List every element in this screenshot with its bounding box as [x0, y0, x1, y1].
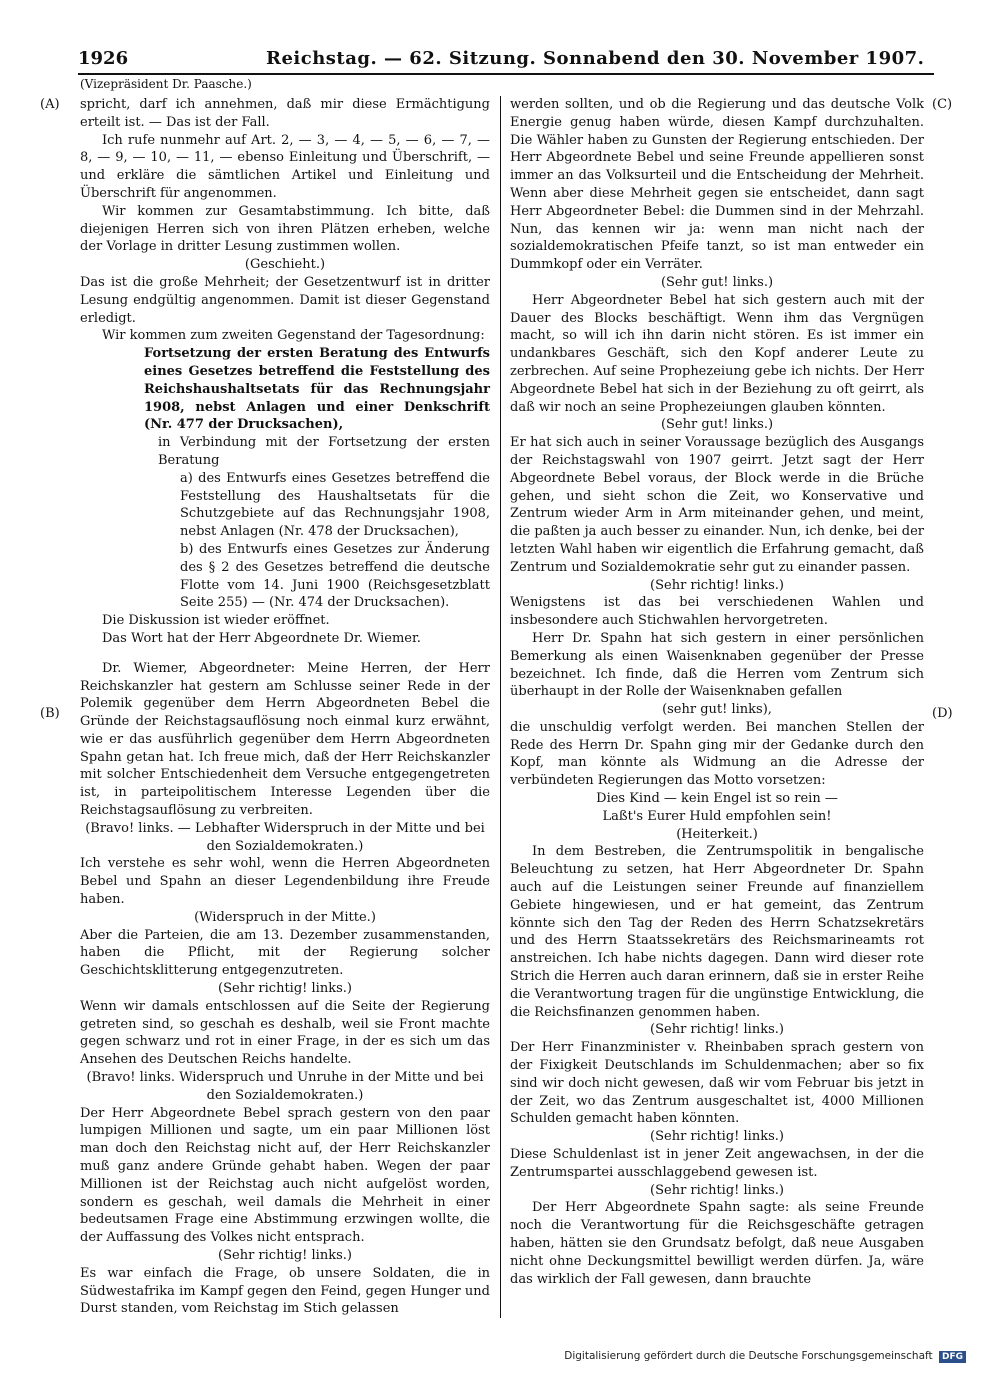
right-column-paragraph: (Sehr richtig! links.)	[650, 1129, 784, 1145]
left-column-paragraph: Ich verstehe es sehr wohl, wenn die Herren Abgeordneten Bebel und Spahn an dieser Legendenbildung ihre Freude haben.	[80, 856, 490, 908]
right-column-paragraph: Wenigstens ist das bei verschiedenen Wahlen und insbesondere auch Stichwahlen hervorgetreten.	[510, 595, 924, 629]
left-column-paragraph: Wenn wir damals entschlossen auf die Seite der Regierung getreten sind, so geschah es deshalb, weil sie Front machte gegen schwarz und rot in einer Frage, in der es sich um das Ansehen des Deutschen Reichs handelte.	[80, 998, 490, 1068]
page-header	[78, 48, 932, 72]
left-column-paragraph: Das Wort hat der Herr Abgeordnete Dr. Wiemer.	[102, 630, 421, 646]
left-column-paragraph: Es war einfach die Frage, ob unsere Soldaten, die in Südwestafrika im Kampf gegen den Feind, gegen Hunger und Durst standen, vom Reichstag im Stich gelassen	[80, 1265, 490, 1317]
header-rule	[78, 73, 934, 75]
page-number: 1926	[78, 48, 129, 69]
left-column-paragraph: Wir kommen zum zweiten Gegenstand der Tagesordnung:	[102, 328, 485, 344]
left-column-paragraph: (Bravo! links. Widerspruch und Unruhe in der Mitte und bei den Sozialdemokraten.)	[86, 1070, 484, 1103]
column-divider	[500, 96, 501, 1318]
right-column-paragraph: die unschuldig verfolgt werden. Bei manchen Stellen der Rede des Herrn Dr. Spahn ging mir der Gedanke durch den Kopf, man könnte als Widmung an die Adresse der verbündeten Regierungen das Motto vorsetzen:	[510, 719, 924, 789]
right-column-paragraph: Laßt's Eurer Huld empfohlen sein!	[602, 808, 832, 824]
dfg-logo: DFG	[939, 1351, 966, 1363]
right-column-paragraph: Er hat sich auch in seiner Voraussage bezüglich des Ausgangs der Reichstagswahl von 1907 geirrt. Jetzt sagt der Herr Abgeordnete Bebel voraus, der Block werde in die Brüche gehen, und sieht schon die Zeit, wo Konservative und Zentrum wieder Arm in Arm miteinander gehen, und meint, die paßten ja auch besser zu einander. Nun, ich denke, bei der letzten Wahl haben wir eigentlich die Erfahrung gemacht, daß Zentrum und Sozialdemokratie sehr gut zu einander passen.	[510, 435, 924, 575]
left-column-paragraph: (Sehr richtig! links.)	[218, 1248, 352, 1263]
right-column-paragraph: (Sehr gut! links.)	[660, 417, 774, 433]
right-column-paragraph: werden sollten, und ob die Regierung und das deutsche Volk Energie genug haben würde, diesen Kampf durchzuhalten. Die Wähler haben zu Gunsten der Regierung entschieden. Der Herr Abgeordnete Bebel und seine Freunde appellieren sonst immer an das Volksurteil und die Entscheidung der Mehrheit. Wenn aber diese Mehrheit gegen sie entscheidet, dann sagt Herr Abgeordneter Bebel: die Dummen sind in der Mehrzahl. Nun, das kennen wir ja: wenn man nicht nach der sozialdemokratischen Pfeife tanzt, so ist man entweder ein Dummkopf oder ein Verräter.	[510, 97, 924, 273]
right-column-paragraph: (Sehr richtig! links.)	[650, 1182, 784, 1198]
footer-credit	[564, 1350, 966, 1363]
margin-marker-a: (A)	[40, 97, 60, 112]
right-column-paragraph: (Sehr richtig! links.)	[650, 1022, 784, 1038]
margin-marker-c: (C)	[932, 97, 953, 112]
left-column-paragraph: Der Herr Abgeordnete Bebel sprach gestern von den paar lumpigen Millionen und sagte, um ein paar Millionen löst man doch den Reichstag nicht auf, der Herr Reichskanzler muß ganz andere Gründe gehabt haben. Wegen der paar Millionen ist der Reichstag auch nicht aufgelöst worden, sondern es geschah, weil damals die Mehrheit in einer bedeutsamen Frage eine Abstimmung erzwingen wollte, die der Auffassung des Volkes nicht entsprach.	[80, 1105, 490, 1246]
right-column-paragraph: (Heiterkeit.)	[676, 826, 758, 842]
left-column-paragraph: Fortsetzung der ersten Beratung des Entwurfs eines Gesetzes betreffend die Feststellung des Reichshaushaltsetats für das Rechnungsjahr 1908, nebst Anlagen und einer Denkschrift (Nr. 477 der Drucksachen),	[144, 346, 490, 433]
right-column-paragraph: Herr Dr. Spahn hat sich gestern in einer persönlichen Bemerkung als einen Waisenknaben gegenüber der Presse bezeichnet. Ich finde, daß die Herren vom Zentrum sich überhaupt in der Rolle der Waisenknaben gefallen	[510, 630, 924, 700]
left-column-paragraph: Wir kommen zur Gesamtabstimmung. Ich bitte, daß diejenigen Herren sich von ihren Plätzen erheben, welche der Vorlage in dritter Lesung zustimmen wollen.	[80, 203, 490, 255]
left-column-paragraph: b) des Entwurfs eines Gesetzes zur Änderung des § 2 des Gesetzes betreffend die deutsche Flotte vom 14. Juni 1900 (Reichsgesetzblatt Seite 255) — (Nr. 474 der Drucksachen).	[180, 541, 490, 611]
left-column	[80, 96, 490, 1318]
left-column-paragraph: (Geschieht.)	[244, 257, 326, 273]
right-column-paragraph: Diese Schuldenlast ist in jener Zeit angewachsen, in der die Zentrumspartei ausschlaggebend gewesen ist.	[510, 1147, 924, 1180]
speaker-note: (Vizepräsident Dr. Paasche.)	[80, 77, 252, 91]
right-column-paragraph: In dem Bestreben, die Zentrumspolitik in bengalische Beleuchtung zu setzen, hat Herr Abgeordneter Dr. Spahn auch auf die Leistungen seiner Freunde auf finanziellem Gebiete hingewiesen, und er hat gemeint, das Zentrum könnte sich den Tag der Reden des Herrn Schatzsekretärs und des Herrn Staatssekretärs des Reichsmarineamts rot anstreichen. Ich habe nichts dagegen. Dann wird dieser rote Strich die Herren auch daran erinnern, daß sie in erster Reihe die Verantwortung tragen für die ungünstige Entwicklung, die die Reichsfinanzen genommen haben.	[510, 844, 924, 1020]
right-column-paragraph: (Sehr richtig! links.)	[650, 577, 784, 593]
left-column-paragraph: a) des Entwurfs eines Gesetzes betreffend die Feststellung des Haushaltsetats für die Schutzgebiete auf das Rechnungsjahr 1908, nebst Anlagen (Nr. 478 der Drucksachen),	[180, 470, 490, 540]
right-column-paragraph: (Sehr gut! links.)	[660, 274, 774, 290]
left-column-paragraph: Die Diskussion ist wieder eröffnet.	[102, 613, 330, 629]
right-column	[510, 96, 924, 1288]
left-column-paragraph	[80, 648, 490, 660]
left-column-paragraph: in Verbindung mit der Fortsetzung der ersten Beratung	[158, 435, 490, 468]
header-title: Reichstag. — 62. Sitzung. Sonnabend den 30. November 1907.	[266, 48, 925, 69]
margin-marker-d: (D)	[932, 706, 953, 721]
footer-text: Digitalisierung gefördert durch die Deutsche Forschungsgemeinschaft	[564, 1350, 933, 1362]
left-column-paragraph: Dr. Wiemer, Abgeordneter: Meine Herren, der Herr Reichskanzler hat gestern am Schlusse seiner Rede in der Polemik gegenüber dem Herrn Abgeordneten Bebel die Gründe der Reichstagsauflösung noch einmal kurz erwähnt, wie er das ausführlich gegenüber dem Herrn Abgeordneten Spahn getan hat. Ich freue mich, daß der Herr Reichskanzler mit solcher Entschiedenheit dem Versuche entgegengetreten ist, in parteipolitischem Interesse Legenden über die Reichstagsauflösung zu verbreiten.	[80, 660, 490, 819]
right-column-paragraph: Der Herr Finanzminister v. Rheinbaben sprach gestern von der Fixigkeit Deutschlands im Schuldenmachen; aber so fix sind wir doch nicht gewesen, daß wir vom Februar bis jetzt in der Zeit, wo das Zentrum ausgeschaltet ist, 4000 Millionen Schulden gemacht haben könnten.	[510, 1040, 924, 1127]
left-column-paragraph: Aber die Parteien, die am 13. Dezember zusammenstanden, haben die Pflicht, mit der Regierung solcher Geschichtsklitterung entgegenzutreten.	[80, 927, 490, 979]
left-column-paragraph: (Bravo! links. — Lebhafter Widerspruch in der Mitte und bei den Sozialdemokraten.)	[85, 820, 485, 854]
margin-marker-b: (B)	[40, 706, 60, 721]
left-column-paragraph: (Widerspruch in der Mitte.)	[194, 909, 376, 925]
left-column-paragraph: Das ist die große Mehrheit; der Gesetzentwurf ist in dritter Lesung endgültig angenommen. Damit ist dieser Gegenstand erledigt.	[80, 274, 490, 326]
right-column-paragraph: (sehr gut! links),	[662, 702, 772, 718]
left-column-paragraph: (Sehr richtig! links.)	[218, 981, 352, 997]
right-column-paragraph: Herr Abgeordneter Bebel hat sich gestern auch mit der Dauer des Blocks beschäftigt. Wenn ihm das Vergnügen macht, so will ich ihn darin nicht stören. Es ist immer ein undankbares Geschäft, sich den Kopf anderer Leute zu zerbrechen. Auf seine Prophezeiung gebe ich nichts. Der Herr Abgeordnete Bebel hat sich in der Beziehung zu oft geirrt, als daß wir noch an seine Prophezeiungen glauben könnten.	[510, 292, 924, 415]
left-column-paragraph: spricht, darf ich annehmen, daß mir diese Ermächtigung erteilt ist. — Das ist der Fall.	[80, 97, 490, 130]
left-column-paragraph: Ich rufe nunmehr auf Art. 2, — 3, — 4, — 5, — 6, — 7, — 8, — 9, — 10, — 11, — ebenso Einleitung und Überschrift, — und erkläre die sämtlichen Artikel und Einleitung und Überschrift für angenommen.	[80, 132, 490, 201]
right-column-paragraph: Dies Kind — kein Engel ist so rein —	[596, 791, 838, 807]
right-column-paragraph: Der Herr Abgeordnete Spahn sagte: als seine Freunde noch die Verantwortung für die Reichsgeschäfte getragen haben, hätten sie den Grundsatz befolgt, daß neue Ausgaben nicht ohne Deckungsmittel bewilligt werden dürfen. Ja, wäre das wirklich der Fall gewesen, dann brauchte	[510, 1200, 924, 1287]
